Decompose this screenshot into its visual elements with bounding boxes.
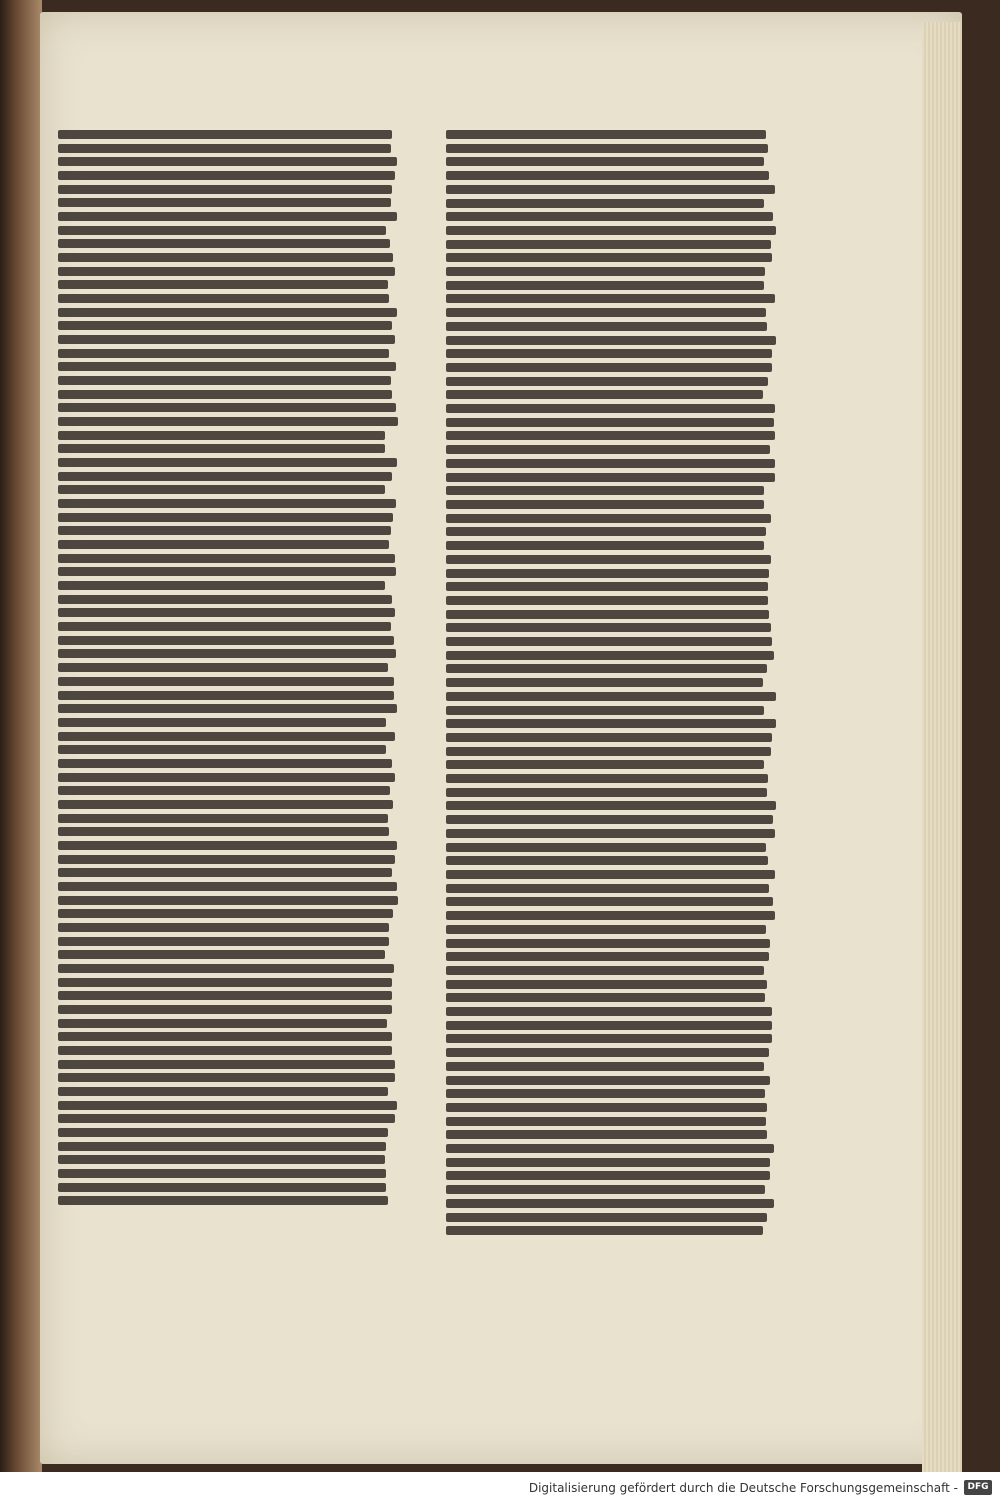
text-line [446,774,768,783]
text-line [446,719,776,728]
text-column-right [446,130,776,1240]
text-line [446,1144,774,1153]
text-line [446,157,764,166]
text-line [446,1021,772,1030]
text-line [58,841,397,850]
text-line [58,704,397,713]
text-line [58,458,397,467]
text-line [58,1142,386,1151]
text-line [446,267,765,276]
text-line [446,980,767,989]
text-line [58,185,392,194]
text-line [58,732,395,741]
text-line [446,801,776,810]
text-line [446,500,764,509]
text-column-left [58,130,398,1210]
text-line [446,911,775,920]
text-line [446,541,764,550]
text-line [58,499,396,508]
text-line [58,827,389,836]
text-line [58,595,392,604]
text-line [446,1048,769,1057]
text-line [58,896,398,905]
text-line [58,1101,397,1110]
text-line [58,157,397,166]
text-line [58,622,391,631]
text-line [446,925,766,934]
text-line [58,1169,386,1178]
text-line [446,1034,772,1043]
text-line [58,308,397,317]
text-line [446,226,776,235]
text-line [58,745,386,754]
text-line [446,555,771,564]
text-line [446,706,764,715]
text-line [58,403,396,412]
text-line [446,294,775,303]
text-line [446,130,766,139]
text-line [58,335,395,344]
text-line [446,1158,770,1167]
text-line [58,923,389,932]
text-line [446,349,772,358]
text-line [446,1213,767,1222]
text-line [446,1076,770,1085]
text-line [58,991,392,1000]
text-line [58,1128,388,1137]
text-line [446,623,771,632]
text-line [58,964,394,973]
text-line [58,868,392,877]
text-line [446,459,775,468]
text-line [58,554,395,563]
text-line [58,759,392,768]
text-line [446,322,767,331]
text-line [58,677,394,686]
text-line [58,267,395,276]
text-line [58,472,392,481]
footer [0,1472,1000,1504]
text-line [58,513,393,522]
text-line [58,567,396,576]
book-spine [0,0,42,1472]
text-line [446,473,775,482]
dfg-logo: DFG [964,1480,992,1495]
text-line [58,1019,387,1028]
text-line [58,130,392,139]
text-line [446,966,764,975]
text-line [58,349,389,358]
text-line [446,1007,772,1016]
text-line [446,760,764,769]
text-line [446,897,773,906]
text-line [446,144,768,153]
text-line [446,651,774,660]
text-line [446,253,772,262]
text-line [446,486,764,495]
text-line [446,1089,765,1098]
text-line [58,800,393,809]
text-line [446,377,768,386]
text-line [58,1046,392,1055]
text-line [446,788,767,797]
text-line [446,829,775,838]
text-line [58,608,395,617]
text-line [58,786,390,795]
text-line [58,1060,395,1069]
text-line [446,843,766,852]
text-line [58,855,395,864]
text-line [446,569,769,578]
text-line [58,376,391,385]
text-line [446,733,772,742]
text-line [58,1114,395,1123]
text-line [58,1155,385,1164]
text-line [446,363,772,372]
text-line [58,239,390,248]
text-line [58,718,386,727]
text-line [446,336,776,345]
text-line [446,747,771,756]
text-line [446,1103,767,1112]
text-line [58,937,389,946]
text-line [446,281,764,290]
text-line [58,1032,392,1041]
text-line [446,884,769,893]
text-line [446,404,775,413]
text-line [446,240,771,249]
text-line [446,1171,770,1180]
text-line [446,418,774,427]
text-line [58,581,385,590]
text-line [58,362,396,371]
text-line [446,390,763,399]
text-line [446,171,769,180]
text-line [58,882,397,891]
text-line [58,390,392,399]
text-line [446,431,775,440]
text-line [446,637,772,646]
text-line [446,1185,765,1194]
text-line [58,294,389,303]
text-line [58,909,393,918]
text-line [58,212,397,221]
text-line [446,870,775,879]
text-line [58,144,391,153]
text-line [58,431,385,440]
text-line [58,485,385,494]
text-line [58,417,398,426]
text-line [58,1087,388,1096]
text-line [58,540,389,549]
text-line [446,185,775,194]
text-line [58,691,394,700]
text-line [446,610,769,619]
text-line [58,950,385,959]
text-line [58,978,392,987]
text-line [58,814,388,823]
text-line [58,663,388,672]
text-line [446,1062,764,1071]
text-line [446,1117,766,1126]
text-line [58,226,386,235]
text-line [446,692,776,701]
text-line [58,1183,386,1192]
text-line [446,445,770,454]
text-line [446,815,773,824]
text-line [58,1196,388,1205]
text-line [58,280,388,289]
text-line [446,993,765,1002]
text-line [58,198,391,207]
text-line [58,321,392,330]
text-line [58,1073,395,1082]
text-line [446,1226,763,1235]
text-line [446,308,766,317]
text-line [446,664,767,673]
text-line [58,171,395,180]
text-line [446,212,773,221]
text-line [58,1005,392,1014]
text-line [446,939,770,948]
text-line [446,527,766,536]
text-line [58,253,393,262]
text-line [446,514,771,523]
text-line [446,1199,774,1208]
text-line [446,199,764,208]
text-line [446,678,763,687]
page-edges [922,22,962,1472]
text-line [446,952,769,961]
text-line [58,773,395,782]
text-line [58,649,396,658]
text-line [446,1130,767,1139]
text-line [446,596,768,605]
funding-notice: Digitalisierung gefördert durch die Deutsche Forschungsgemeinschaft - [528,1481,958,1495]
text-line [58,526,391,535]
text-line [446,582,768,591]
text-line [446,856,768,865]
text-line [58,444,385,453]
text-line [58,636,394,645]
